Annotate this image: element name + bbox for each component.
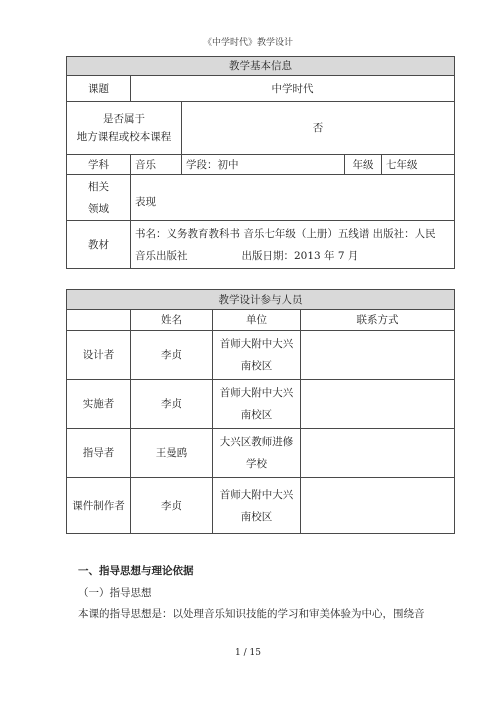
page-number: 1 / 15 (235, 648, 261, 658)
domain-label-line2: 领域 (88, 202, 109, 215)
participant-unit-line1: 首师大附中大兴 (219, 338, 294, 350)
sub-section-title: （一）指导思想 (78, 587, 152, 599)
table-row (67, 380, 455, 429)
section-title: 一、指导思想与理论依据 (78, 565, 194, 577)
participant-unit (213, 331, 301, 380)
grade-value: 七年级 (382, 155, 455, 175)
participants-title: 教学设计参与人员 (67, 290, 455, 310)
column-header-role (67, 310, 131, 331)
participant-unit (213, 429, 301, 478)
course-label: 课题 (67, 76, 131, 102)
participant-unit-line2: 学校 (246, 458, 267, 470)
textbook-publisher: 音乐出版社 (135, 249, 188, 262)
domain-label-line1: 相关 (88, 180, 109, 193)
participant-role: 指导者 (67, 429, 131, 478)
domain-label (67, 175, 131, 221)
table-row (67, 331, 455, 380)
page-header: 《中学时代》教学设计 (202, 38, 293, 48)
column-header-contact: 联系方式 (301, 310, 455, 331)
participants-table (66, 289, 455, 534)
participant-contact (301, 380, 455, 429)
textbook-line2 (135, 247, 450, 265)
subject-value: 音乐 (131, 155, 182, 175)
participant-name: 李贞 (131, 331, 213, 380)
column-header-name: 姓名 (131, 310, 213, 331)
textbook-date: 出版日期：2013 年 7 月 (241, 249, 359, 262)
course-value: 中学时代 (131, 76, 455, 102)
participant-unit-line2: 南校区 (240, 360, 273, 372)
grade-label: 年级 (345, 155, 382, 175)
participant-name: 王曼鸥 (131, 429, 213, 478)
stage-label: 学段：初中 (182, 155, 345, 175)
participant-role: 实施者 (67, 380, 131, 429)
participant-contact (301, 478, 455, 534)
participant-contact (301, 331, 455, 380)
participant-unit-line1: 首师大附中大兴 (219, 488, 294, 501)
domain-value: 表现 (131, 175, 455, 221)
participant-role: 设计者 (67, 331, 131, 380)
textbook-label: 教材 (67, 221, 131, 269)
local-course-label (67, 102, 182, 155)
table-row (67, 478, 455, 534)
participant-unit-line2: 南校区 (240, 409, 273, 421)
participant-unit-line1: 大兴区教师进修 (219, 436, 294, 448)
textbook-line1: 书名：义务教育教科书 音乐七年级（上册）五线谱 出版社：人民 (135, 227, 436, 240)
local-course-value: 否 (182, 102, 455, 155)
local-course-label-line2: 地方课程或校本课程 (76, 131, 172, 143)
participant-unit (213, 380, 301, 429)
participant-role: 课件制作者 (67, 478, 131, 534)
local-course-label-line1: 是否属于 (103, 113, 145, 125)
participant-unit-line1: 首师大附中大兴 (219, 387, 294, 399)
participant-unit (213, 478, 301, 534)
participant-unit-line2: 南校区 (240, 510, 273, 523)
textbook-value (131, 221, 455, 269)
participant-name: 李贞 (131, 380, 213, 429)
participant-contact (301, 429, 455, 478)
subject-label: 学科 (67, 155, 131, 175)
column-header-unit: 单位 (213, 310, 301, 331)
basic-info-table (66, 56, 455, 269)
table-row (67, 429, 455, 478)
basic-info-title: 教学基本信息 (67, 57, 455, 76)
participant-name: 李贞 (131, 478, 213, 534)
body-paragraph: 本课的指导思想是：以处理音乐知识技能的学习和审美体验为中心，围绕音 (78, 608, 425, 620)
